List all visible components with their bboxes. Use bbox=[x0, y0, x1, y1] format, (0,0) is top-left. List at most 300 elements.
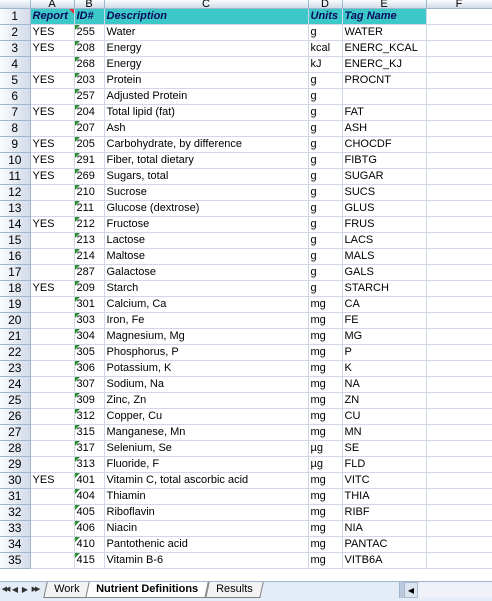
cell-id[interactable]: 307 bbox=[74, 377, 104, 393]
cell-description[interactable]: Selenium, Se bbox=[104, 441, 308, 457]
cell-description[interactable]: Protein bbox=[104, 73, 308, 89]
cell-report[interactable]: YES bbox=[30, 25, 74, 41]
cell-empty[interactable] bbox=[426, 89, 492, 105]
column-header[interactable]: E bbox=[342, 0, 426, 9]
column-header[interactable]: D bbox=[308, 0, 342, 9]
table-row bbox=[0, 409, 492, 425]
row-header[interactable]: 25 bbox=[0, 393, 30, 409]
cell-units[interactable]: g bbox=[308, 25, 342, 41]
cell-id[interactable]: 313 bbox=[74, 457, 104, 473]
header-cell-report[interactable]: Report bbox=[30, 9, 74, 25]
cell-description[interactable]: Vitamin B-6 bbox=[104, 553, 308, 569]
cell-units[interactable]: g bbox=[308, 137, 342, 153]
cell-units[interactable]: µg bbox=[308, 457, 342, 473]
cell-units[interactable]: g bbox=[308, 105, 342, 121]
cell-id[interactable]: 317 bbox=[74, 441, 104, 457]
cell-tag-name[interactable]: P bbox=[342, 345, 426, 361]
cell-empty[interactable] bbox=[426, 169, 492, 185]
cell-report[interactable]: YES bbox=[30, 41, 74, 57]
first-sheet-button[interactable]: ◀◀ bbox=[1, 586, 9, 593]
table-row bbox=[0, 41, 492, 57]
table-row bbox=[0, 361, 492, 377]
row-header[interactable]: 3 bbox=[0, 41, 30, 57]
table-row bbox=[0, 393, 492, 409]
cell-tag-name[interactable]: FAT bbox=[342, 105, 426, 121]
cell-units[interactable]: mg bbox=[308, 409, 342, 425]
cell-id[interactable]: 415 bbox=[74, 553, 104, 569]
row-header[interactable]: 2 bbox=[0, 25, 30, 41]
cell-id[interactable]: 303 bbox=[74, 313, 104, 329]
row-header[interactable]: 31 bbox=[0, 489, 30, 505]
cell-tag-name[interactable]: SE bbox=[342, 441, 426, 457]
table-row bbox=[0, 201, 492, 217]
sheet-tab-bar bbox=[0, 581, 492, 601]
cell-id[interactable]: 305 bbox=[74, 345, 104, 361]
cell-tag-name[interactable]: PROCNT bbox=[342, 73, 426, 89]
cell-id[interactable]: 208 bbox=[74, 41, 104, 57]
cell-report[interactable] bbox=[30, 249, 74, 265]
cell-units[interactable]: kJ bbox=[308, 57, 342, 73]
table-row bbox=[0, 89, 492, 105]
cell-empty[interactable] bbox=[426, 329, 492, 345]
cell-units[interactable]: mg bbox=[308, 377, 342, 393]
cell-units[interactable]: mg bbox=[308, 313, 342, 329]
table-row bbox=[0, 521, 492, 537]
cell-empty[interactable] bbox=[426, 505, 492, 521]
table-row bbox=[0, 105, 492, 121]
table-row bbox=[0, 537, 492, 553]
cell-empty[interactable] bbox=[426, 153, 492, 169]
cell-report[interactable] bbox=[30, 377, 74, 393]
row-header[interactable]: 8 bbox=[0, 121, 30, 137]
scroll-left-button[interactable]: ◀ bbox=[404, 582, 418, 598]
prev-sheet-button[interactable]: ◀ bbox=[11, 585, 19, 594]
cell-empty[interactable] bbox=[426, 553, 492, 569]
cell-id[interactable]: 406 bbox=[74, 521, 104, 537]
cell-report[interactable]: YES bbox=[30, 73, 74, 89]
row-header[interactable]: 19 bbox=[0, 297, 30, 313]
table-row bbox=[0, 121, 492, 137]
cell-id[interactable]: 404 bbox=[74, 489, 104, 505]
cell-description[interactable]: Copper, Cu bbox=[104, 409, 308, 425]
row-header[interactable]: 6 bbox=[0, 89, 30, 105]
cell-units[interactable]: mg bbox=[308, 537, 342, 553]
tab-label: Work bbox=[54, 583, 80, 595]
cell-id[interactable]: 212 bbox=[74, 217, 104, 233]
cell-description[interactable]: Magnesium, Mg bbox=[104, 329, 308, 345]
cell-description[interactable]: Lactose bbox=[104, 233, 308, 249]
tab-nutrient-definitions[interactable] bbox=[86, 582, 209, 598]
cell-id[interactable]: 205 bbox=[74, 137, 104, 153]
tab-results[interactable] bbox=[205, 582, 263, 598]
row-header[interactable]: 30 bbox=[0, 473, 30, 489]
header-cell-tag-name[interactable]: Tag Name bbox=[342, 9, 426, 25]
cell-empty[interactable] bbox=[426, 265, 492, 281]
cell-description[interactable]: Total lipid (fat) bbox=[104, 105, 308, 121]
cell-id[interactable]: 268 bbox=[74, 57, 104, 73]
table-row bbox=[0, 297, 492, 313]
cell-report[interactable]: YES bbox=[30, 105, 74, 121]
table-row bbox=[0, 425, 492, 441]
cell-empty[interactable] bbox=[426, 281, 492, 297]
cell-tag-name[interactable]: ZN bbox=[342, 393, 426, 409]
cell-tag-name[interactable]: FE bbox=[342, 313, 426, 329]
row-header[interactable]: 7 bbox=[0, 105, 30, 121]
cell-description[interactable]: Fiber, total dietary bbox=[104, 153, 308, 169]
table-row bbox=[0, 553, 492, 569]
row-header[interactable]: 27 bbox=[0, 425, 30, 441]
cell-description[interactable]: Ash bbox=[104, 121, 308, 137]
cell-empty[interactable] bbox=[426, 537, 492, 553]
cell-units[interactable]: g bbox=[308, 89, 342, 105]
cell-tag-name[interactable]: VITB6A bbox=[342, 553, 426, 569]
cell-tag-name[interactable]: RIBF bbox=[342, 505, 426, 521]
row-header[interactable]: 4 bbox=[0, 57, 30, 73]
row-header[interactable]: 32 bbox=[0, 505, 30, 521]
cell-report[interactable] bbox=[30, 489, 74, 505]
cell-tag-name[interactable]: STARCH bbox=[342, 281, 426, 297]
cell-units[interactable]: mg bbox=[308, 521, 342, 537]
cell-report[interactable]: YES bbox=[30, 217, 74, 233]
cell-report[interactable] bbox=[30, 265, 74, 281]
cell-units[interactable]: mg bbox=[308, 393, 342, 409]
cell-report[interactable] bbox=[30, 57, 74, 73]
cell-units[interactable]: g bbox=[308, 249, 342, 265]
cell-tag-name[interactable]: MG bbox=[342, 329, 426, 345]
cell-empty[interactable] bbox=[426, 201, 492, 217]
cell-tag-name[interactable]: FIBTG bbox=[342, 153, 426, 169]
column-header[interactable]: B bbox=[74, 0, 104, 9]
cell-tag-name[interactable]: VITC bbox=[342, 473, 426, 489]
tab-label: Nutrient Definitions bbox=[96, 583, 199, 595]
row-header[interactable]: 34 bbox=[0, 537, 30, 553]
cell-units[interactable]: mg bbox=[308, 297, 342, 313]
cell-description[interactable]: Sugars, total bbox=[104, 169, 308, 185]
select-all-corner[interactable] bbox=[0, 0, 30, 9]
row-header[interactable]: 21 bbox=[0, 329, 30, 345]
tab-work[interactable] bbox=[43, 582, 90, 598]
cell-description[interactable]: Glucose (dextrose) bbox=[104, 201, 308, 217]
cell-empty[interactable] bbox=[426, 361, 492, 377]
cell-id[interactable]: 213 bbox=[74, 233, 104, 249]
cell-report[interactable] bbox=[30, 409, 74, 425]
table-row bbox=[0, 217, 492, 233]
cell-empty[interactable] bbox=[426, 409, 492, 425]
table-row bbox=[0, 265, 492, 281]
cell-tag-name[interactable]: ENERC_KCAL bbox=[342, 41, 426, 57]
cell-report[interactable]: YES bbox=[30, 137, 74, 153]
cell-id[interactable]: 287 bbox=[74, 265, 104, 281]
cell-id[interactable]: 255 bbox=[74, 25, 104, 41]
table-row bbox=[0, 73, 492, 89]
cell-empty[interactable] bbox=[426, 105, 492, 121]
cell-units[interactable]: µg bbox=[308, 441, 342, 457]
tab-label: Results bbox=[215, 583, 253, 595]
cell-report[interactable] bbox=[30, 201, 74, 217]
row-header[interactable]: 29 bbox=[0, 457, 30, 473]
cell-report[interactable] bbox=[30, 121, 74, 137]
table-row bbox=[0, 169, 492, 185]
cell-units[interactable]: g bbox=[308, 233, 342, 249]
cell-empty[interactable] bbox=[426, 57, 492, 73]
cell-tag-name[interactable]: GALS bbox=[342, 265, 426, 281]
cell-id[interactable]: 257 bbox=[74, 89, 104, 105]
row-header[interactable]: 26 bbox=[0, 409, 30, 425]
cell-tag-name[interactable]: MN bbox=[342, 425, 426, 441]
cell-units[interactable]: g bbox=[308, 265, 342, 281]
cell-report[interactable]: YES bbox=[30, 169, 74, 185]
cell-id[interactable]: 301 bbox=[74, 297, 104, 313]
cell-empty[interactable] bbox=[426, 441, 492, 457]
cell-units[interactable]: mg bbox=[308, 361, 342, 377]
cell-description[interactable]: Riboflavin bbox=[104, 505, 308, 521]
cell-tag-name[interactable]: SUGAR bbox=[342, 169, 426, 185]
cell-id[interactable]: 405 bbox=[74, 505, 104, 521]
cell-description[interactable]: Water bbox=[104, 25, 308, 41]
row-header[interactable]: 35 bbox=[0, 553, 30, 569]
cell-tag-name[interactable]: FRUS bbox=[342, 217, 426, 233]
cell-empty[interactable] bbox=[426, 425, 492, 441]
row-header[interactable]: 24 bbox=[0, 377, 30, 393]
cell-id[interactable]: 410 bbox=[74, 537, 104, 553]
cell-tag-name[interactable]: NA bbox=[342, 377, 426, 393]
column-header-row bbox=[0, 0, 492, 9]
column-header[interactable]: A bbox=[30, 0, 74, 9]
cell-id[interactable]: 309 bbox=[74, 393, 104, 409]
cell-units[interactable]: mg bbox=[308, 473, 342, 489]
cell-units[interactable]: g bbox=[308, 217, 342, 233]
cell-id[interactable]: 210 bbox=[74, 185, 104, 201]
header-cell-id[interactable]: ID# bbox=[74, 9, 104, 25]
cell-description[interactable]: Potassium, K bbox=[104, 361, 308, 377]
row-header[interactable]: 16 bbox=[0, 249, 30, 265]
cell-empty[interactable] bbox=[426, 137, 492, 153]
table-row bbox=[0, 505, 492, 521]
header-cell-description[interactable]: Description bbox=[104, 9, 308, 25]
cell-tag-name[interactable]: NIA bbox=[342, 521, 426, 537]
cell-id[interactable]: 204 bbox=[74, 105, 104, 121]
row-header[interactable]: 15 bbox=[0, 233, 30, 249]
table-row bbox=[0, 249, 492, 265]
cell-units[interactable]: g bbox=[308, 153, 342, 169]
cell-units[interactable]: mg bbox=[308, 553, 342, 569]
cell-report[interactable]: YES bbox=[30, 153, 74, 169]
column-header[interactable]: C bbox=[104, 0, 308, 9]
cell-report[interactable] bbox=[30, 505, 74, 521]
cell-report[interactable] bbox=[30, 393, 74, 409]
cell-description[interactable]: Energy bbox=[104, 57, 308, 73]
cell-id[interactable]: 209 bbox=[74, 281, 104, 297]
row-header[interactable]: 28 bbox=[0, 441, 30, 457]
table-row bbox=[0, 329, 492, 345]
cell-report[interactable]: YES bbox=[30, 473, 74, 489]
cell-description[interactable]: Phosphorus, P bbox=[104, 345, 308, 361]
cell-units[interactable]: g bbox=[308, 185, 342, 201]
cell-empty[interactable] bbox=[426, 73, 492, 89]
cell-description[interactable]: Fructose bbox=[104, 217, 308, 233]
cell-report[interactable] bbox=[30, 521, 74, 537]
next-sheet-button[interactable]: ▶ bbox=[21, 585, 29, 594]
cell-tag-name[interactable] bbox=[342, 89, 426, 105]
cell-report[interactable] bbox=[30, 313, 74, 329]
cell-empty[interactable] bbox=[426, 393, 492, 409]
cell-empty[interactable] bbox=[426, 457, 492, 473]
row-header[interactable]: 11 bbox=[0, 169, 30, 185]
cell-description[interactable]: Starch bbox=[104, 281, 308, 297]
table-row bbox=[0, 345, 492, 361]
cell-empty[interactable] bbox=[426, 41, 492, 57]
cell-report[interactable] bbox=[30, 457, 74, 473]
cell-tag-name[interactable]: GLUS bbox=[342, 201, 426, 217]
cell-description[interactable]: Sucrose bbox=[104, 185, 308, 201]
row-header[interactable]: 22 bbox=[0, 345, 30, 361]
cell-description[interactable]: Maltose bbox=[104, 249, 308, 265]
cell-description[interactable]: Adjusted Protein bbox=[104, 89, 308, 105]
table-row bbox=[0, 313, 492, 329]
cell-units[interactable]: g bbox=[308, 73, 342, 89]
cell-tag-name[interactable]: SUCS bbox=[342, 185, 426, 201]
row-header[interactable]: 20 bbox=[0, 313, 30, 329]
cell-tag-name[interactable]: K bbox=[342, 361, 426, 377]
cell-id[interactable]: 315 bbox=[74, 425, 104, 441]
sheet-tabs bbox=[46, 582, 261, 598]
cell-description[interactable]: Sodium, Na bbox=[104, 377, 308, 393]
cell-tag-name[interactable]: ASH bbox=[342, 121, 426, 137]
cell-units[interactable]: g bbox=[308, 201, 342, 217]
cell-description[interactable]: Pantothenic acid bbox=[104, 537, 308, 553]
cell-description[interactable]: Iron, Fe bbox=[104, 313, 308, 329]
row-header[interactable]: 14 bbox=[0, 217, 30, 233]
cell-report[interactable] bbox=[30, 553, 74, 569]
cell-units[interactable]: g bbox=[308, 281, 342, 297]
cell-units[interactable]: kcal bbox=[308, 41, 342, 57]
cell-id[interactable]: 306 bbox=[74, 361, 104, 377]
cell-empty[interactable] bbox=[426, 121, 492, 137]
cell-report[interactable]: YES bbox=[30, 281, 74, 297]
cell-empty[interactable] bbox=[426, 345, 492, 361]
cell-id[interactable]: 207 bbox=[74, 121, 104, 137]
cell-empty[interactable] bbox=[426, 25, 492, 41]
row-header[interactable]: 13 bbox=[0, 201, 30, 217]
cell-units[interactable]: g bbox=[308, 169, 342, 185]
scroll-track[interactable] bbox=[418, 582, 492, 598]
cell-description[interactable]: Manganese, Mn bbox=[104, 425, 308, 441]
table-header-row bbox=[0, 9, 492, 25]
cell-empty[interactable] bbox=[426, 377, 492, 393]
column-header[interactable]: F bbox=[426, 0, 492, 9]
row-header[interactable]: 10 bbox=[0, 153, 30, 169]
cell-tag-name[interactable]: ENERC_KJ bbox=[342, 57, 426, 73]
cell-tag-name[interactable]: CA bbox=[342, 297, 426, 313]
cell-id[interactable]: 312 bbox=[74, 409, 104, 425]
table-row bbox=[0, 441, 492, 457]
header-cell-empty[interactable] bbox=[426, 9, 492, 25]
cell-report[interactable] bbox=[30, 329, 74, 345]
cell-empty[interactable] bbox=[426, 249, 492, 265]
cell-tag-name[interactable]: CHOCDF bbox=[342, 137, 426, 153]
cell-description[interactable]: Calcium, Ca bbox=[104, 297, 308, 313]
cell-description[interactable]: Fluoride, F bbox=[104, 457, 308, 473]
cell-tag-name[interactable]: CU bbox=[342, 409, 426, 425]
cell-empty[interactable] bbox=[426, 489, 492, 505]
cell-id[interactable]: 291 bbox=[74, 153, 104, 169]
cell-empty[interactable] bbox=[426, 297, 492, 313]
row-header[interactable]: 17 bbox=[0, 265, 30, 281]
cell-description[interactable]: Thiamin bbox=[104, 489, 308, 505]
cell-report[interactable] bbox=[30, 297, 74, 313]
cell-id[interactable]: 269 bbox=[74, 169, 104, 185]
table-row bbox=[0, 473, 492, 489]
header-cell-units[interactable]: Units bbox=[308, 9, 342, 25]
cell-empty[interactable] bbox=[426, 313, 492, 329]
row-header[interactable]: 9 bbox=[0, 137, 30, 153]
cell-units[interactable]: mg bbox=[308, 329, 342, 345]
cell-id[interactable]: 203 bbox=[74, 73, 104, 89]
horizontal-scrollbar[interactable] bbox=[399, 582, 492, 598]
cell-description[interactable]: Galactose bbox=[104, 265, 308, 281]
cell-tag-name[interactable]: WATER bbox=[342, 25, 426, 41]
row-header[interactable]: 5 bbox=[0, 73, 30, 89]
table-row bbox=[0, 457, 492, 473]
cell-report[interactable] bbox=[30, 537, 74, 553]
cell-description[interactable]: Zinc, Zn bbox=[104, 393, 308, 409]
table-row bbox=[0, 153, 492, 169]
row-header[interactable]: 33 bbox=[0, 521, 30, 537]
cell-empty[interactable] bbox=[426, 233, 492, 249]
cell-units[interactable]: mg bbox=[308, 425, 342, 441]
table-row bbox=[0, 185, 492, 201]
cell-units[interactable]: g bbox=[308, 121, 342, 137]
table-row bbox=[0, 233, 492, 249]
cell-description[interactable]: Vitamin C, total ascorbic acid bbox=[104, 473, 308, 489]
cell-id[interactable]: 304 bbox=[74, 329, 104, 345]
cell-report[interactable] bbox=[30, 233, 74, 249]
cell-id[interactable]: 401 bbox=[74, 473, 104, 489]
cell-tag-name[interactable]: LACS bbox=[342, 233, 426, 249]
cell-units[interactable]: mg bbox=[308, 489, 342, 505]
table-row bbox=[0, 25, 492, 41]
cell-empty[interactable] bbox=[426, 185, 492, 201]
cell-tag-name[interactable]: FLD bbox=[342, 457, 426, 473]
row-header[interactable]: 23 bbox=[0, 361, 30, 377]
row-header[interactable]: 18 bbox=[0, 281, 30, 297]
cell-report[interactable] bbox=[30, 89, 74, 105]
cell-units[interactable]: mg bbox=[308, 505, 342, 521]
table-row bbox=[0, 137, 492, 153]
cell-tag-name[interactable]: THIA bbox=[342, 489, 426, 505]
cell-id[interactable]: 211 bbox=[74, 201, 104, 217]
cell-report[interactable] bbox=[30, 361, 74, 377]
cell-empty[interactable] bbox=[426, 217, 492, 233]
cell-report[interactable] bbox=[30, 345, 74, 361]
cell-description[interactable]: Niacin bbox=[104, 521, 308, 537]
cell-tag-name[interactable]: PANTAC bbox=[342, 537, 426, 553]
cell-description[interactable]: Carbohydrate, by difference bbox=[104, 137, 308, 153]
cell-id[interactable]: 214 bbox=[74, 249, 104, 265]
row-header[interactable]: 12 bbox=[0, 185, 30, 201]
cell-units[interactable]: mg bbox=[308, 345, 342, 361]
last-sheet-button[interactable]: ▶▶ bbox=[31, 586, 39, 593]
cell-description[interactable]: Energy bbox=[104, 41, 308, 57]
row-header[interactable]: 1 bbox=[0, 9, 30, 25]
cell-empty[interactable] bbox=[426, 521, 492, 537]
cell-empty[interactable] bbox=[426, 473, 492, 489]
cell-report[interactable] bbox=[30, 425, 74, 441]
table-row bbox=[0, 489, 492, 505]
cell-report[interactable] bbox=[30, 185, 74, 201]
cell-tag-name[interactable]: MALS bbox=[342, 249, 426, 265]
cell-report[interactable] bbox=[30, 441, 74, 457]
